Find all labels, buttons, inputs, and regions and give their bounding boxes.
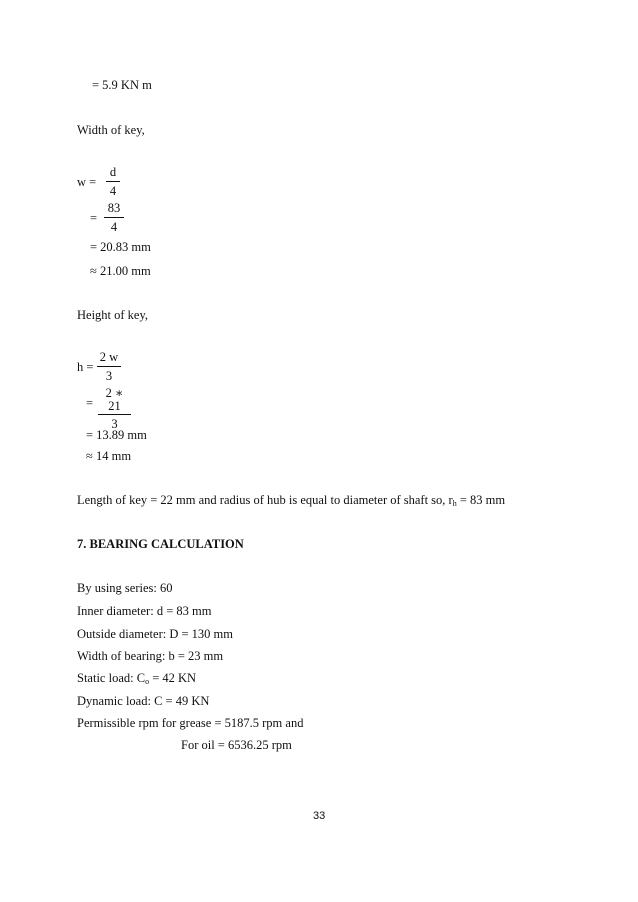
height-eq2: = [86,396,94,410]
height-result-2: ≈ 14 mm [86,449,132,463]
length-line [77,494,505,508]
width-fraction-1 [106,166,120,197]
fraction-numerator: 2 ∗ 21 [105,386,124,413]
width-fraction-2 [104,202,124,233]
height-fraction-1 [97,351,121,382]
bearing-dynamic-load: Dynamic load: C = 49 KN [77,694,210,708]
fraction-numerator: 2 w [99,350,119,364]
bearing-outer-diameter: Outside diameter: D = 130 mm [77,627,233,641]
bearing-width: Width of bearing: b = 23 mm [77,649,224,663]
width-result-2: ≈ 21.00 mm [90,264,151,278]
height-fraction-2 [98,387,131,431]
length-line-subscript: h [452,499,457,508]
width-lhs: w = [77,175,97,189]
bearing-rpm-oil: For oil = 6536.25 rpm [181,738,292,752]
width-result-1: = 20.83 mm [90,240,151,254]
moment-result: = 5.9 KN m [92,78,152,92]
fraction-denominator: 4 [104,217,124,234]
fraction-numerator: d [109,165,117,179]
height-label: Height of key, [77,308,149,322]
bearing-inner-diameter: Inner diameter: d = 83 mm [77,604,212,618]
fraction-denominator: 3 [97,366,121,383]
width-label: Width of key, [77,123,145,137]
length-line-text: Length of key = 22 mm and radius of hub is equal to diameter of shaft so, r [77,493,453,507]
length-line-tail: = 83 mm [456,493,506,507]
page-number: 33 [313,810,326,822]
bearing-static-load [77,672,196,686]
fraction-denominator: 3 [98,414,131,431]
fraction-denominator: 4 [106,181,120,198]
bearing-series: By using series: 60 [77,581,173,595]
width-eq2: = [90,211,98,225]
static-load-suffix: = 42 KN [149,671,197,685]
static-load-subscript: o [145,677,150,686]
height-lhs: h = [77,360,94,374]
fraction-numerator: 83 [107,201,121,215]
bearing-rpm-grease: Permissible rpm for grease = 5187.5 rpm and [77,716,304,730]
height-result-1: = 13.89 mm [86,428,147,442]
section-heading: 7. BEARING CALCULATION [77,537,244,551]
static-load-prefix: Static load: C [77,671,146,685]
